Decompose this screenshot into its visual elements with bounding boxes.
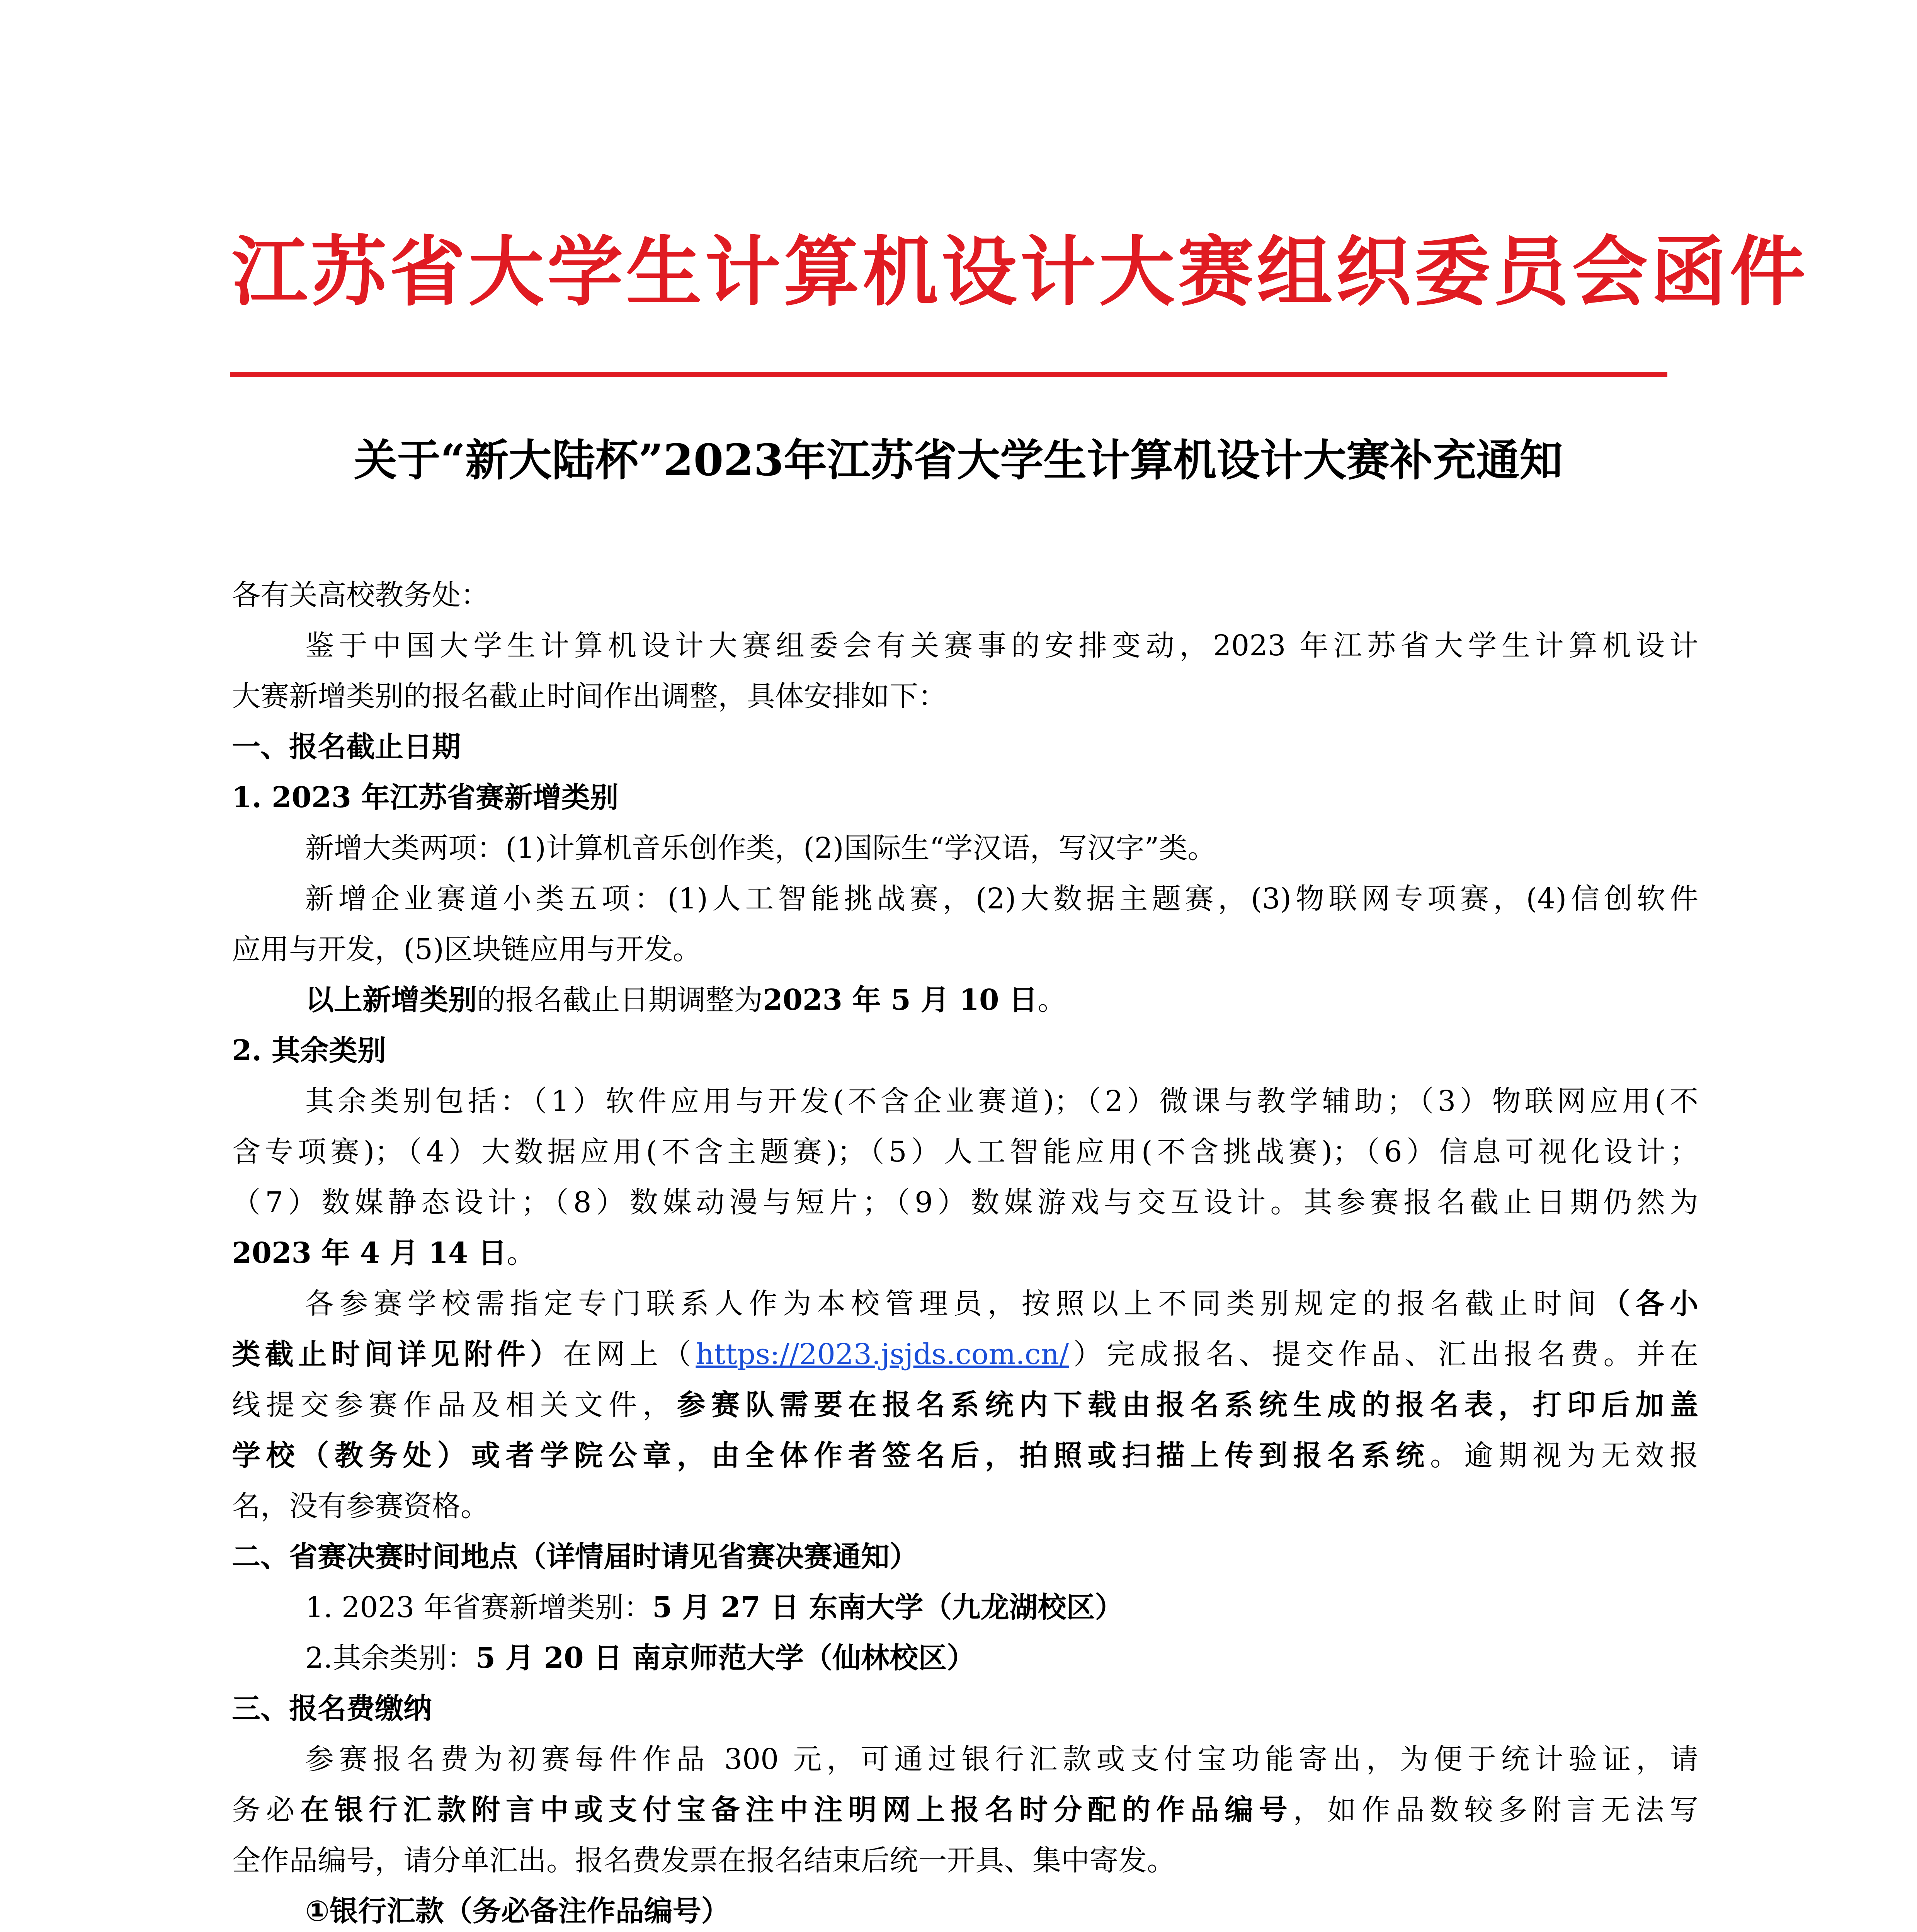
greeting: 各有关高校教务处：: [232, 578, 489, 612]
rest-categories-line-1: 其余类别包括：（1）软件应用与开发(不含企业赛道)；（2）微课与教学辅助；（3）物联网应用(不: [305, 1085, 1698, 1118]
section-1-sub-1: 1. 2023 年江苏省赛新增类别: [232, 781, 619, 814]
registration-line-4: [232, 1430, 1698, 1481]
registration-text-3: ）完成报名、提交作品、汇出报名费。并在: [1068, 1338, 1699, 1371]
notice-body: [232, 570, 1698, 1932]
letterhead-title: 江苏省大学生计算机设计大赛组织委员会函件: [232, 228, 1809, 316]
new-deadline-bold-lead: 以上新增类别: [305, 983, 477, 1017]
registration-bold-1: （各小: [1601, 1287, 1699, 1320]
new-tracks-line-2: 应用与开发，(5)区块链应用与开发。: [232, 933, 701, 966]
new-deadline-end: 。: [1038, 983, 1067, 1017]
fee-text-2: ，如作品数较多附言无法写: [1293, 1793, 1699, 1827]
rest-deadline-line: [232, 1228, 1698, 1279]
registration-bold-3: 参赛队需要在报名系统内下载由报名系统生成的报名表，打印后加盖: [677, 1388, 1699, 1422]
rest-deadline-date: 2023 年 4 月 14 日: [232, 1236, 507, 1270]
fee-text-1: 务必: [232, 1793, 301, 1827]
fee-line-1: 参赛报名费为初赛每件作品 300 元，可通过银行汇款或支付宝功能寄出，为便于统计验证，请: [305, 1743, 1698, 1776]
registration-text-4: 线提交参赛作品及相关文件，: [232, 1388, 677, 1422]
registration-bold-4: 学校（教务处）或者学院公章，由全体作者签名后，拍照或扫描上传到报名系统: [232, 1439, 1430, 1472]
section-2-heading: 二、省赛决赛时间地点（详情届时请见省赛决赛通知）: [232, 1540, 918, 1573]
registration-text-2: 在网上（: [563, 1338, 696, 1371]
final-item-1: [232, 1582, 1698, 1633]
final-item-2-label: 2.其余类别：: [305, 1641, 476, 1675]
final-item-2-detail: 5 月 20 日 南京师范大学（仙林校区）: [475, 1641, 976, 1675]
section-3-heading: 三、报名费缴纳: [232, 1692, 432, 1725]
intro-line-2: 大赛新增类别的报名截止时间作出调整，具体安排如下：: [232, 680, 947, 713]
final-item-1-label: 1. 2023 年省赛新增类别：: [305, 1591, 652, 1624]
final-item-2: [232, 1633, 1698, 1684]
new-categories-line: 新增大类两项：(1)计算机音乐创作类，(2)国际生“学汉语，写汉字”类。: [305, 832, 1216, 865]
registration-line-5: 名，没有参赛资格。: [232, 1490, 489, 1523]
fee-line-2: [232, 1785, 1698, 1835]
intro-line-1: 鉴于中国大学生计算机设计大赛组委会有关赛事的安排变动，2023 年江苏省大学生计算机设计: [305, 629, 1698, 662]
bank-transfer-heading: ①银行汇款（务必备注作品编号）: [305, 1895, 730, 1928]
notice-title: 关于“新大陆杯”2023年江苏省大学生计算机设计大赛补充通知: [354, 435, 1563, 486]
new-deadline-text: 的报名截止日期调整为: [477, 983, 763, 1017]
fee-bold: 在银行汇款附言中或支付宝备注中注明网上报名时分配的作品编号: [300, 1793, 1293, 1827]
rest-deadline-end: 。: [507, 1236, 536, 1270]
letterhead-divider: [230, 372, 1667, 377]
registration-line-2: [232, 1329, 1698, 1380]
section-1-heading: 一、报名截止日期: [232, 730, 461, 764]
section-1-sub-2: 2. 其余类别: [232, 1034, 386, 1067]
final-item-1-detail: 5 月 27 日 东南大学（九龙湖校区）: [652, 1591, 1124, 1624]
registration-text-1: 各参赛学校需指定专门联系人作为本校管理员，按照以上不同类别规定的报名截止时间: [305, 1287, 1602, 1320]
new-deadline-date: 2023 年 5 月 10 日: [763, 983, 1038, 1017]
rest-categories-line-2: 含专项赛)；（4）大数据应用(不含主题赛)；（5）人工智能应用(不含挑战赛)；（6）信息可视化设计；: [232, 1135, 1698, 1168]
fee-line-3: 全作品编号，请分单汇出。报名费发票在报名结束后统一开具、集中寄发。: [232, 1844, 1175, 1877]
new-deadline-line: [232, 975, 1698, 1026]
new-tracks-line-1: 新增企业赛道小类五项：(1)人工智能挑战赛，(2)大数据主题赛，(3)物联网专项赛，(4)信创软件: [305, 882, 1698, 915]
registration-line-1: [232, 1279, 1698, 1329]
registration-site-link[interactable]: https://2023.jsjds.com.cn/: [696, 1338, 1069, 1371]
rest-categories-line-3: （7）数媒静态设计；（8）数媒动漫与短片；（9）数媒游戏与交互设计。其参赛报名截止日期仍然为: [232, 1186, 1698, 1219]
registration-bold-2: 类截止时间详见附件）: [232, 1338, 563, 1371]
registration-text-5: 。逾期视为无效报: [1430, 1439, 1699, 1472]
registration-line-3: [232, 1380, 1698, 1430]
